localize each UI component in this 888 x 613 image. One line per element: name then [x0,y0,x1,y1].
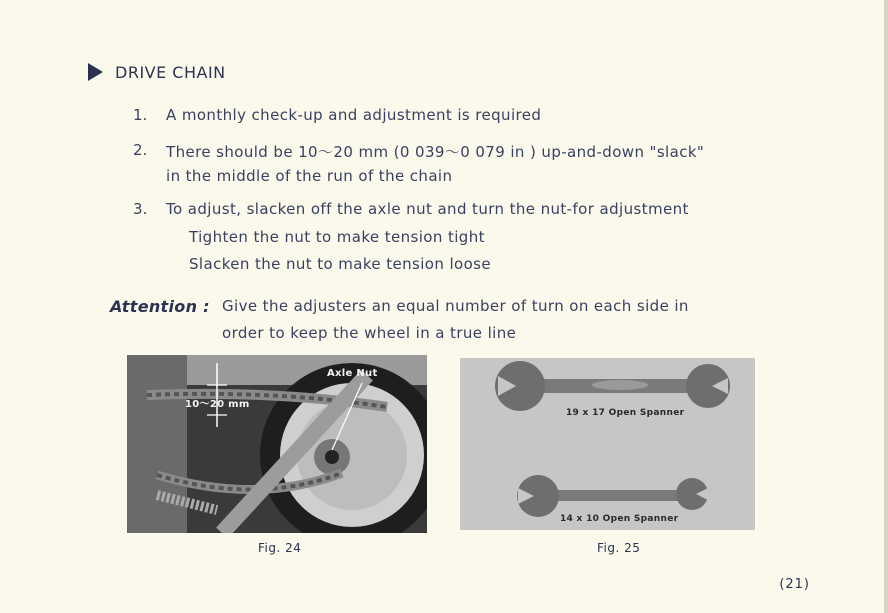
slack-label: 10～20 mm [185,399,250,410]
section-heading [88,60,226,84]
section-title: DRIVE CHAIN [115,62,226,82]
page-number: (21) [779,577,810,592]
spanner-14x10-label: 14 x 10 Open Spanner [560,514,679,524]
item-text: To adjust, slacken off the axle nut and turn the nut-for adjustment [166,200,689,218]
figure-25-caption: Fig. 25 [597,541,641,555]
page-edge [884,0,888,613]
attention-label: Attention : [110,297,210,316]
spanner-19x17-label: 19 x 17 Open Spanner [566,408,685,418]
item-number: 3. [133,200,148,218]
item-text: Slacken the nut to make tension loose [189,255,492,273]
item-text: Tighten the nut to make tension tight [189,228,485,246]
figure-25-photo [460,358,755,530]
chain-photo-illustration [127,355,427,533]
item-text: A monthly check-up and adjustment is required [166,106,542,124]
item-number: 2. [133,141,148,159]
attention-text: Give the adjusters an equal number of turn on each side in [222,297,689,315]
item-number: 1. [133,106,148,124]
spanners-illustration [460,358,755,530]
attention-text: order to keep the wheel in a true line [222,324,517,342]
triangle-bullet-icon [88,63,103,81]
item-text: in the middle of the run of the chain [166,167,453,185]
item-text: There should be 10～20 mm (0 039～0 079 in ) up-and-down "slack" [166,143,705,161]
axle-nut-label: Axle Nut [327,368,378,379]
figure-24-photo [127,355,427,533]
figure-24-caption: Fig. 24 [258,541,302,555]
